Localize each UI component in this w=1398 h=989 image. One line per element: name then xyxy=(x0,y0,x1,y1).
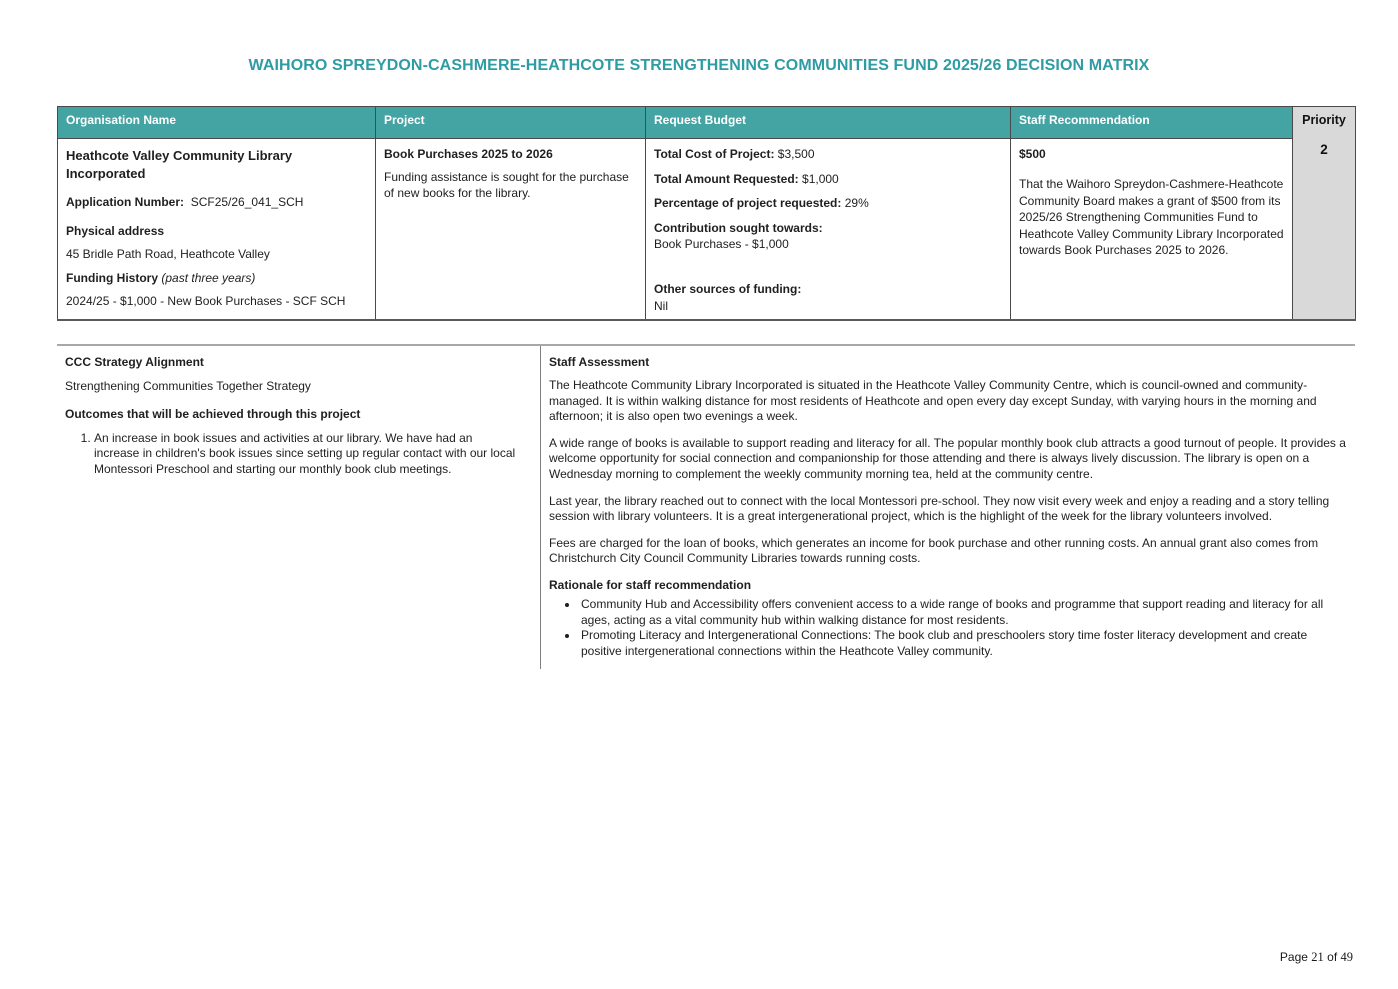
strategy-heading: CCC Strategy Alignment xyxy=(65,355,204,369)
project-cell xyxy=(376,139,646,321)
priority-cell xyxy=(1293,107,1356,321)
recommendation-text: That the Waihoro Spreydon-Cashmere-Heathcote Community Board makes a grant of $500 from its 2025/26 Strengthening Communities Fund to Heathcote Valley Community Library Incorporated towards Book Purchases 2025 to 2026. xyxy=(1019,177,1284,258)
decision-matrix-table xyxy=(57,106,1356,321)
total-cost-line: Total Cost of Project: $3,500 xyxy=(654,147,815,161)
column-header-staff-recommendation: Staff Recommendation xyxy=(1011,107,1293,139)
page-number: 21 xyxy=(1311,950,1324,964)
page-number-footer xyxy=(1280,950,1353,965)
physical-address: 45 Bridle Path Road, Heathcote Valley xyxy=(66,247,270,262)
column-header-priority: Priority xyxy=(1302,113,1346,127)
outcome-item: 1. An increase in book issues and activities at our library. We have had an increase in children's book issues since setting up regular contact with our local Montessori Preschool and starting our monthly book club meetings. xyxy=(94,431,517,478)
other-sources-value: Nil xyxy=(654,299,668,313)
staff-recommendation-cell xyxy=(1011,139,1293,321)
column-header-project: Project xyxy=(376,107,646,139)
other-sources-block xyxy=(654,280,1002,313)
assessment-paragraph: The Heathcote Community Library Incorporated is situated in the Heathcote Valley Community Centre, which is council-owned and community-managed. It is within walking distance for most residents of Heathcote and open every day except Sunday, with varying hours in the morning and afternoon; it is also open two evenings a week. xyxy=(549,378,1317,424)
project-title: Book Purchases 2025 to 2026 xyxy=(384,147,553,161)
assessment-paragraph: Last year, the library reached out to connect with the local Montessori pre-school. They now visit every week and enjoy a reading and a story telling session with library volunteers. It is a great intergenerational project, which is the highlight of the week for the library volunteers involved. xyxy=(549,493,1330,524)
assessment-paragraph: A wide range of books is available to support reading and literacy for all. The popular monthly book club attracts a good turnout of people. It provides a welcome opportunity for social connection and companionship for those attending and there is always lively discussion. The library is open on a Wednesday morning to complement the weekly community morning tea, held at the community centre. xyxy=(549,435,1346,481)
recommendation-amount: $500 xyxy=(1019,147,1046,161)
outcomes-heading: Outcomes that will be achieved through this project xyxy=(65,406,361,421)
page-prefix: Page xyxy=(1279,950,1308,964)
other-sources-label: Other sources of funding: xyxy=(654,282,802,297)
table-header-row xyxy=(58,107,1356,139)
organisation-name: Heathcote Valley Community Library Incorporated xyxy=(66,148,293,181)
column-header-request-budget: Request Budget xyxy=(646,107,1011,139)
organisation-cell xyxy=(58,139,376,321)
contribution-value: Book Purchases - $1,000 xyxy=(654,237,789,252)
total-pages: 49 xyxy=(1340,950,1353,964)
outcomes-list xyxy=(65,431,517,478)
contribution-label: Contribution sought towards: xyxy=(654,220,823,235)
application-number: Application Number: SCF25/26_041_SCH xyxy=(66,195,304,210)
detail-section xyxy=(57,344,1355,669)
staff-assessment-panel xyxy=(540,346,1355,669)
table-row xyxy=(58,139,1356,321)
priority-value: 2 xyxy=(1320,142,1328,157)
assessment-paragraph: Fees are charged for the loan of books, which generates an income for book purchase and other running costs. An annual grant also comes from Christchurch City Council Community Libraries towards running costs. xyxy=(549,535,1319,566)
total-requested-line: Total Amount Requested: $1,000 xyxy=(654,171,839,186)
request-budget-cell xyxy=(646,139,1011,321)
rationale-bullet: • Community Hub and Accessibility offers convenient access to a wide range of books and programme that support reading and literacy for all ages, acting as a vital community hub within walking distance for most residents. xyxy=(579,597,1349,628)
percentage-line: Percentage of project requested: 29% xyxy=(654,196,869,211)
column-header-organisation: Organisation Name xyxy=(58,107,376,139)
rationale-bullet: • Promoting Literacy and Intergenerational Connections: The book club and preschoolers story time foster literacy development and create positive intergenerational connections within the Heathcote Valley community. xyxy=(579,628,1349,659)
page-of-label: of xyxy=(1327,950,1338,964)
funding-history-label: Funding History (past three years) xyxy=(66,270,256,285)
project-description: Funding assistance is sought for the purchase of new books for the library. xyxy=(384,170,629,201)
assessment-heading: Staff Assessment xyxy=(549,355,650,369)
physical-address-label: Physical address xyxy=(66,223,165,238)
strategy-name: Strengthening Communities Together Strategy xyxy=(65,379,311,393)
strategy-alignment-panel xyxy=(57,346,540,669)
funding-history: 2024/25 - $1,000 - New Book Purchases - SCF SCH xyxy=(66,294,346,309)
rationale-heading: Rationale for staff recommendation xyxy=(549,577,752,592)
rationale-list xyxy=(549,597,1349,659)
page-title: WAIHORO SPREYDON-CASHMERE-HEATHCOTE STRENGTHENING COMMUNITIES FUND 2025/26 DECISION MATRIX xyxy=(248,57,1150,74)
